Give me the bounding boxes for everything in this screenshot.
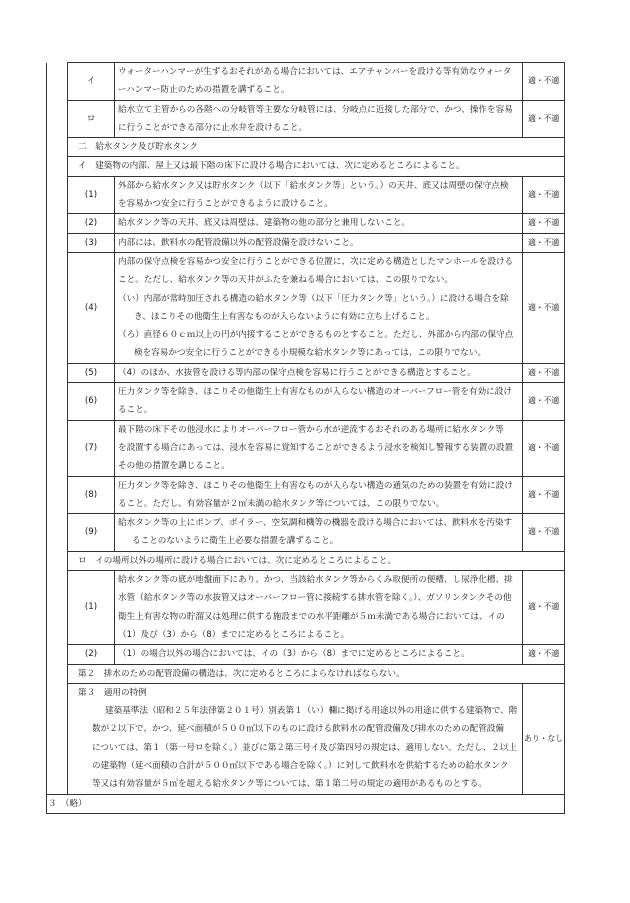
compliance-options: 適・不適	[523, 233, 565, 252]
paragraph-line: 建築基準法（昭和２５年法律第２０１号）別表第１（い）欄に掲げる用途以外の用途に供する建築物で、階	[105, 706, 518, 717]
paragraph-line: については、第１（第一号ロを除く。）並びに第２第三号イ及び第四号の規定は、適用しない。ただし、２以上	[92, 742, 518, 753]
text-line: を設置する場合にあっては、浸水を容易に覚知することができるよう浸水を検知し警報する装置の設置	[118, 442, 514, 453]
text-line: （1）の場合以外の場合においては、イの（3）から（8）までに定めるところによること。	[118, 649, 470, 660]
compliance-options: 適・不適	[523, 476, 565, 514]
item-text	[115, 233, 523, 252]
subsection-heading: ロ イの場所以外の場所に設ける場合においては、次に定めるところによること。	[68, 551, 565, 570]
paragraph-line: 数が２以下で、かつ、延べ面積が５００㎡以下のものに設ける飲料水の配管設備及び排水のための配管設備	[92, 724, 504, 735]
checklist-row	[47, 645, 565, 664]
text-line: 給水タンク等の底が地盤面下にあり、かつ、当該給水タンク等からくみ取便所の便槽、し尿浄化槽、排	[118, 575, 513, 586]
item-label: (9)	[68, 514, 115, 552]
item-label: (5)	[68, 363, 115, 382]
text-line: ーハンマー防止のための措置を講ずること。	[118, 85, 290, 96]
compliance-options: 適・不適	[523, 214, 565, 233]
sub-item-ro-line: 検を容易かつ安全に行うことができる小規模な給水タンク等にあっては、この限りでない。	[134, 348, 487, 359]
item-text	[115, 176, 523, 214]
text-line: こと。ただし、給水タンク等の天井がふたを兼ねる場合においては、この限りでない。	[118, 275, 453, 286]
section-heading-row	[47, 138, 565, 157]
sub-item-i-line: （い）内部が常時加圧される構造の給水タンク等（以下「圧力タンク等」という。）に設ける場合を除	[118, 293, 509, 304]
compliance-options: 適・不適	[523, 176, 565, 214]
checklist-row	[47, 571, 565, 645]
checklist-row	[47, 214, 565, 233]
item-label: ロ	[68, 100, 115, 138]
section-heading: 二 給水タンク及び貯水タンク	[68, 138, 565, 157]
compliance-options: 適・不適	[523, 252, 565, 363]
item-label: イ	[68, 63, 115, 101]
compliance-options: 適・不適	[523, 514, 565, 552]
item-text	[115, 252, 523, 363]
checklist-table	[46, 62, 565, 814]
text-line: ウォーターハンマーが生ずるおそれがある場合においては、エアチャンバーを設ける等有効なウォータ	[118, 67, 512, 77]
subsection-heading-row	[47, 551, 565, 570]
special-exception-row	[47, 683, 565, 794]
item-text	[115, 214, 523, 233]
checklist-row	[47, 176, 565, 214]
checklist-row	[47, 100, 565, 138]
checklist-row	[47, 252, 565, 363]
compliance-options: 適・不適	[523, 100, 565, 138]
compliance-options: 適・不適	[523, 645, 565, 664]
text-line: 給水タンク等の天井、底又は周壁は、建築物の他の部分と兼用しないこと。	[118, 218, 411, 229]
text-line: 最下階の床下その他浸水によりオーバーフロー管から水が逆流するおそれのある場所に給水タンク等	[118, 424, 504, 435]
text-line: ること。ただし、有効容量が２㎥未満の給水タンク等については、この限りでない。	[118, 498, 445, 509]
item-text	[115, 420, 523, 476]
checklist-row	[47, 420, 565, 476]
item-label: (3)	[68, 233, 115, 252]
subsection-heading: イ 建築物の内部、屋上又は最下階の床下に設ける場合においては、次に定めるところによること。	[68, 157, 565, 176]
compliance-options: 適・不適	[523, 420, 565, 476]
item-label: (1)	[68, 176, 115, 214]
text-line: 内部には、飲料水の配管設備以外の配管設備を設けないこと。	[118, 237, 359, 248]
item-text	[115, 476, 523, 514]
paragraph-line: 等又は有効容量が５㎥を超える給水タンク等については、第１第二号の規定の適用があるものとする。	[92, 779, 487, 790]
item-label: (4)	[68, 252, 115, 363]
text-line: 水管（給水タンク等の水抜管又はオーバーフロー管に接続する排水管を除く。）、ガソリンタンクその他	[118, 593, 512, 604]
text-line: ること。	[118, 405, 153, 416]
text-line: に行うことができる部分に止水弁を設けること。	[118, 122, 308, 133]
subsection-heading-row	[47, 157, 565, 176]
text-line: 給水タンク等の上にポンプ、ボイラー、空気調和機等の機器を設ける場合においては、飲料水を汚染す	[118, 518, 513, 529]
item-label: (1)	[68, 571, 115, 645]
checklist-row	[47, 363, 565, 382]
item-text	[115, 514, 523, 552]
compliance-options: 適・不適	[523, 63, 565, 101]
applicability-options: あり・なし	[523, 683, 565, 794]
text-line: 外部から給水タンク又は貯水タンク（以下「給水タンク等」という。）の天井、底又は周壁の保守点検	[118, 180, 509, 191]
drainage-heading: 第２ 排水のための配管設備の構造は、次に定めるところによらなければならない。	[68, 664, 565, 683]
text-line: 内部の保守点検を容易かつ安全に行うことができる位置に、次に定める構造としたマンホールを設ける	[118, 256, 514, 267]
sub-item-i-line: き、ほこりその他衛生上有害なものが入らないように有効に立ち上げること。	[134, 311, 435, 322]
text-line: （1）及び（3）から（8）までに定めるところによること。	[118, 629, 350, 640]
text-line: ることのないように衛生上必要な措置を講ずること。	[132, 536, 339, 547]
text-line: 衛生上有害な物の貯溜又は処理に供する施設までの水平距離が５ｍ未満である場合においては、イの	[118, 611, 505, 622]
item-text	[115, 63, 523, 101]
special-exception-text	[68, 683, 523, 794]
checklist-row	[47, 383, 565, 421]
special-exception-title: 第３ 適用の特例	[78, 687, 147, 698]
omitted-item-row	[47, 794, 565, 813]
sub-item-ro-line: （ろ）直径６０ｃｍ以上の円が内接することができるものとすること。ただし、外部から内部の保守点	[118, 330, 514, 341]
compliance-options: 適・不適	[523, 383, 565, 421]
item-text	[115, 645, 523, 664]
item-label: (2)	[68, 214, 115, 233]
text-line: を容易かつ安全に行うことができるように設けること。	[118, 199, 333, 210]
text-line: （4）のほか、水抜管を設ける等内部の保守点検を容易に行うことができる構造とすること。	[118, 367, 476, 378]
item-label: (7)	[68, 420, 115, 476]
section-heading-row	[47, 664, 565, 683]
item-label: (6)	[68, 383, 115, 421]
checklist-row	[47, 476, 565, 514]
compliance-options: 適・不適	[523, 363, 565, 382]
item-text	[115, 100, 523, 138]
omitted-item: ３ （略）	[47, 794, 565, 813]
paragraph-line: の建築物（延べ面積の合計が５００㎡以下である場合を除く。）に対して飲料水を供給するための給水タンク	[92, 760, 509, 771]
checklist-row	[47, 233, 565, 252]
item-text	[115, 383, 523, 421]
text-line: その他の措置を講じること。	[118, 461, 230, 472]
item-text	[115, 363, 523, 382]
item-label: (2)	[68, 645, 115, 664]
item-label: (8)	[68, 476, 115, 514]
text-line: 給水立て主管からの各階への分岐管等主要な分岐管には、分岐点に近接した部分で、かつ、操作を容易	[118, 104, 513, 115]
checklist-row	[47, 514, 565, 552]
item-text	[115, 571, 523, 645]
checklist-row	[47, 63, 565, 101]
outer-margin-column	[47, 63, 68, 795]
compliance-options: 適・不適	[523, 571, 565, 645]
text-line: 圧力タンク等を除き、ほこりその他衛生上有害なものが入らない構造の通気のための装置を有効に設け	[118, 480, 513, 491]
text-line: 圧力タンク等を除き、ほこりその他衛生上有害なものが入らない構造のオーバーフロー管を有効に設け	[118, 387, 512, 398]
